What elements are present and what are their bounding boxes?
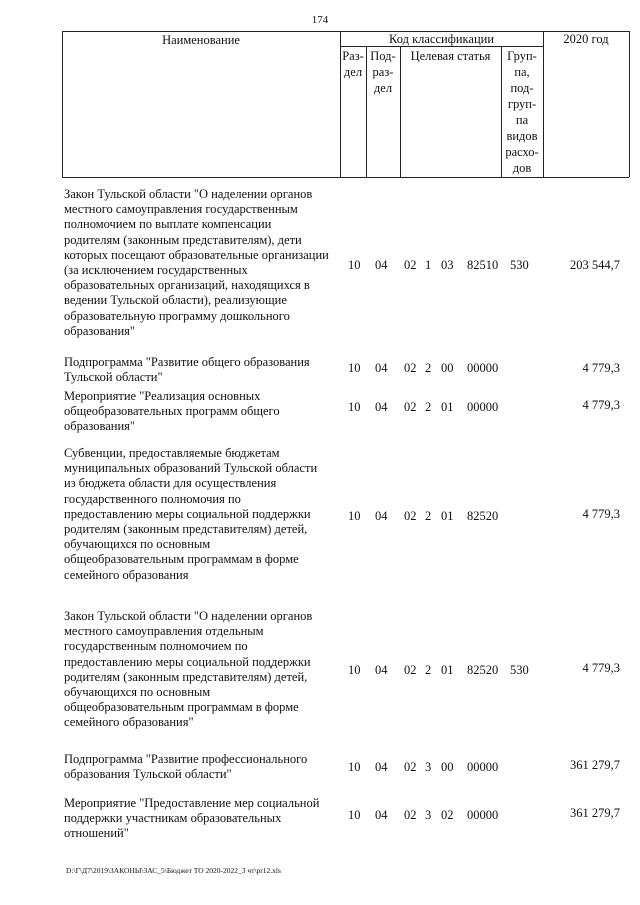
header-subsection-line: раз- — [372, 65, 394, 79]
cell-subsection: 04 — [375, 400, 388, 414]
row-name-line: обучающихся по основным — [64, 685, 211, 700]
header-subsection-line: Под- — [370, 49, 396, 63]
cell-target-subprogram: 3 — [425, 760, 432, 774]
row-name-line: предоставлению меры социальной поддержки — [64, 506, 311, 521]
header-group-line: под- — [510, 81, 534, 95]
cell-target-subprogram: 2 — [425, 361, 432, 375]
row-name-line: Закон Тульской области "О наделении органов — [64, 609, 313, 623]
row-name-line: государственным полномочием по — [64, 639, 248, 654]
header-left-border — [62, 31, 63, 177]
header-group — [501, 48, 543, 176]
row-name-line: местного самоуправления государственным — [64, 202, 298, 217]
row-name — [64, 752, 342, 782]
row-name-line: обучающихся по основным — [64, 537, 211, 552]
cell-target-direction: 82510 — [467, 258, 499, 272]
cell-target-event: 03 — [441, 258, 454, 272]
cell-amount: 203 544,7 — [570, 258, 620, 272]
cell-target-program: 02 — [404, 509, 417, 523]
cell-section: 10 — [348, 361, 361, 375]
cell-target-event: 00 — [441, 361, 454, 375]
row-name-line: (за исключением государственных — [64, 263, 248, 278]
row-name-line: образования Тульской области" — [64, 767, 232, 782]
row-name-line: предоставлению меры социальной поддержки — [64, 654, 311, 669]
header-col-divider — [400, 46, 401, 177]
cell-target-event: 01 — [441, 509, 454, 523]
cell-target-direction: 82520 — [467, 663, 499, 677]
cell-target-program: 02 — [404, 361, 417, 375]
cell-subsection: 04 — [375, 509, 388, 523]
row-name-line: родителям (законным представителям) детей, — [64, 522, 308, 537]
row-name-line: образования" — [64, 323, 136, 338]
header-col-divider — [543, 31, 544, 177]
cell-target-subprogram: 2 — [425, 663, 432, 677]
page-number: 174 — [311, 14, 329, 26]
cell-subsection: 04 — [375, 808, 388, 822]
row-name-line: полномочием по выплате компенсации — [64, 217, 272, 232]
cell-subsection: 04 — [375, 663, 388, 677]
cell-target-subprogram: 2 — [425, 509, 432, 523]
row-name-line: поддержки участникам образовательных — [64, 811, 282, 826]
cell-amount: 4 779,3 — [582, 361, 620, 375]
header-group-line: дов — [512, 161, 532, 175]
row-name-line: Мероприятие "Предоставление мер социальной — [64, 796, 320, 810]
cell-target-direction: 00000 — [467, 760, 499, 774]
row-name-line: образовательных организаций, находящихся в — [64, 278, 310, 293]
header-bottom-border — [62, 177, 629, 178]
header-section-line: дел — [343, 65, 363, 79]
row-name-line: из бюджета области для осуществления — [64, 476, 277, 491]
cell-target-program: 02 — [404, 258, 417, 272]
header-subsection — [366, 48, 400, 96]
cell-amount: 361 279,7 — [570, 806, 620, 820]
cell-amount: 4 779,3 — [582, 507, 620, 521]
row-name-line: Мероприятие "Реализация основных — [64, 389, 261, 403]
cell-target-direction: 82520 — [467, 509, 499, 523]
header-right-border — [629, 31, 630, 177]
cell-section: 10 — [348, 400, 361, 414]
cell-target-event: 02 — [441, 808, 454, 822]
cell-target-subprogram: 3 — [425, 808, 432, 822]
cell-target-subprogram: 2 — [425, 400, 432, 414]
row-name-line: Субвенции, предоставляемые бюджетам — [64, 446, 280, 460]
cell-target-program: 02 — [404, 663, 417, 677]
cell-group: 530 — [510, 258, 529, 272]
row-name — [64, 446, 342, 583]
row-name — [64, 609, 342, 731]
header-group-line: видов — [506, 129, 538, 143]
header-group-line: па, — [514, 65, 530, 79]
cell-section: 10 — [348, 509, 361, 523]
cell-target-event: 01 — [441, 400, 454, 414]
row-name — [64, 389, 342, 435]
row-name-line: Закон Тульской области "О наделении органов — [64, 187, 313, 201]
row-name-line: общеобразовательным программам в форме — [64, 700, 299, 715]
row-name-line: отношений" — [64, 826, 129, 841]
header-code: Код классификации — [388, 32, 495, 46]
cell-target-direction: 00000 — [467, 808, 499, 822]
header-subsection-line: дел — [373, 81, 393, 95]
cell-amount: 4 779,3 — [582, 398, 620, 412]
cell-section: 10 — [348, 258, 361, 272]
cell-section: 10 — [348, 760, 361, 774]
cell-target-event: 00 — [441, 760, 454, 774]
cell-target-program: 02 — [404, 400, 417, 414]
row-name-line: семейного образования" — [64, 715, 194, 730]
header-target: Целевая статья — [410, 49, 491, 63]
row-name-line: образования" — [64, 419, 136, 434]
cell-target-subprogram: 1 — [425, 258, 432, 272]
row-name-line: семейного образования — [64, 567, 189, 582]
cell-target-program: 02 — [404, 808, 417, 822]
row-name-line: общеобразовательных программ общего — [64, 404, 280, 419]
row-name — [64, 796, 342, 842]
row-name-line: государственного полномочия по — [64, 491, 241, 506]
row-name-line: которых посещают образовательные организации — [64, 247, 329, 262]
row-name-line: местного самоуправления отдельным — [64, 624, 264, 639]
header-group-line: груп- — [507, 97, 537, 111]
cell-amount: 361 279,7 — [570, 758, 620, 772]
header-group-line: Груп- — [507, 49, 537, 63]
row-name-line: родителям (законным представителям), дети — [64, 232, 302, 247]
header-group-line: расхо- — [505, 145, 539, 159]
row-name-line: ведении Тульской области), реализующие — [64, 293, 287, 308]
row-name-line: общеобразовательным программам в форме — [64, 552, 299, 567]
header-section-line: Раз- — [342, 49, 364, 63]
cell-amount: 4 779,3 — [582, 661, 620, 675]
row-name-line: муниципальных образований Тульской области — [64, 461, 318, 476]
row-name — [64, 355, 342, 385]
footer-file-path: D:\Г\Д7\2019\ЗАКОНЫ\ЗАС_5\Бюджет ТО 2020-2022_3 чт\pr12.xls — [66, 866, 281, 875]
header-group-line: па — [515, 113, 529, 127]
row-name — [64, 187, 342, 339]
row-name-line: Подпрограмма "Развитие профессионального — [64, 752, 308, 766]
cell-target-direction: 00000 — [467, 361, 499, 375]
cell-subsection: 04 — [375, 361, 388, 375]
header-name: Наименование — [162, 33, 240, 47]
cell-section: 10 — [348, 808, 361, 822]
row-name-line: Подпрограмма "Развитие общего образования — [64, 355, 310, 369]
header-section — [340, 48, 366, 80]
cell-target-program: 02 — [404, 760, 417, 774]
cell-target-event: 01 — [441, 663, 454, 677]
cell-target-direction: 00000 — [467, 400, 499, 414]
row-name-line: родителям (законным представителям) детей, — [64, 669, 308, 684]
cell-subsection: 04 — [375, 258, 388, 272]
header-year: 2020 год — [563, 32, 609, 46]
cell-subsection: 04 — [375, 760, 388, 774]
row-name-line: образовательную программу дошкольного — [64, 308, 290, 323]
cell-group: 530 — [510, 663, 529, 677]
cell-section: 10 — [348, 663, 361, 677]
row-name-line: Тульской области" — [64, 370, 163, 385]
